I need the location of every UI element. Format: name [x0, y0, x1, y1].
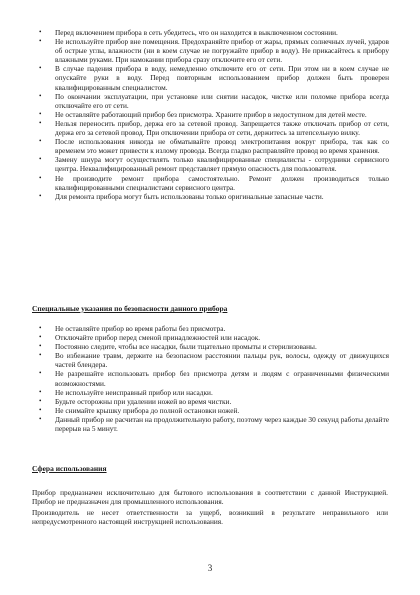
list-item: • После использования никогда не обматывайте провод электропитания вокруг прибора, так как со временем это может привести к излому провода. Всегда гладко расправляйте провод во время хранения. [39, 137, 389, 156]
list-item: • Не разрешайте использовать прибор без присмотра детям и людям с ограниченными физическими возможностями. [39, 369, 389, 388]
bullet-icon: • [39, 414, 42, 423]
bullet-icon: • [39, 28, 42, 36]
bullet-icon: • [39, 333, 42, 342]
bullet-icon: • [39, 91, 42, 100]
list-item: • Во избежание травм, держите на безопасном расстоянии пальцы рук, волосы, одежду от движущихся частей блендера. [39, 351, 389, 370]
list-item: • Нельзя переносить прибор, держа его за сетевой провод. Запрещается также отключать прибор от сети, держа его за сетевой провод. При отключении прибора от сети, держитесь за штепсельную вилку. [39, 118, 389, 138]
list-item: • Для ремонта прибора могут быть использованы только оригинальные запасные части. [39, 191, 324, 201]
special-instructions-list [39, 324, 389, 434]
bullet-icon: • [39, 155, 42, 164]
list-item: • Не оставляйте прибор во время работы без присмотра. [39, 324, 226, 333]
list-item: • Постоянно следите, чтобы все насадки, были тщательно промыты и стерилизованы. [39, 342, 317, 352]
bullet-icon: • [39, 351, 42, 360]
bullet-icon: • [39, 137, 42, 146]
bullet-icon: • [39, 324, 42, 332]
list-item: • Не используйте неисправный прибор или насадки. [39, 387, 213, 397]
list-item: • Перед включением прибора в сеть убедитесь, что он находится в выключенном состоянии. [39, 28, 338, 37]
page-number: 3 [207, 563, 213, 573]
bullet-icon: • [39, 387, 42, 396]
list-item: • Данный прибор не расчитан на продолжительную работу, поэтому через каждые 30 секунд работы делайте перерыв на 5 минут. [39, 414, 389, 434]
safety-list [39, 28, 389, 201]
list-item: • Не оставляйте работающий прибор без присмотра. Храните прибор в недоступном для детей месте. [39, 109, 367, 119]
list-item: • Не используйте прибор вне помещения. Предохраняйте прибор от жары, прямых солнечных лучей, ударов об острые углы, влажности (ни в коем случае не погружайте прибор в воду). Не прикасайтесь к прибору влажными руками. При намокании прибора сразу отключите его от сети. [39, 37, 389, 65]
bullet-icon: • [39, 64, 42, 73]
list-item: • По окончании эксплуатации, при установке или снятии насадок, чистке или поломке прибора всегда отключайте его от сети. [39, 91, 389, 110]
bullet-icon: • [39, 342, 42, 351]
bullet-icon: • [39, 396, 42, 405]
bullet-icon: • [39, 191, 42, 200]
bullet-icon: • [39, 37, 42, 46]
list-item: • Не снимайте крышку прибора до полной остановки ножей. [39, 405, 240, 415]
list-item: • Замену шнура могут осуществлять только квалифицированные специалисты - сотрудники сервисного центра. Неквалифицированный ремонт представляет прямую опасность для пользователя. [39, 155, 389, 174]
special-instructions-heading: Специальные указания по безопасности данного прибора [32, 304, 228, 313]
liability-paragraph: Производитель не несет ответственности за ущерб, возникший в результате неправильного или непредусмотренного настоящей инструкцией использования. [32, 508, 388, 527]
list-item: • Отключайте прибор перед сменой принадлежностей или насадок. [39, 333, 261, 343]
bullet-icon: • [39, 369, 42, 378]
list-item: • Не производите ремонт прибора самостоятельно. Ремонт должен производиться только квалифицированными специалистами сервисного центра. [39, 173, 389, 192]
bullet-icon: • [39, 173, 42, 182]
bullet-icon: • [39, 118, 42, 127]
usage-heading: Сфера использования [32, 464, 107, 473]
bullet-icon: • [39, 405, 42, 414]
usage-paragraph: Прибор предназначен исключительно для бытового использования в соответствии с данной Инструкцией. Прибор не предназначен для промышленного использования. [32, 488, 388, 507]
bullet-icon: • [39, 109, 42, 118]
list-item: • Будьте осторожны при удалении ножей во время чистки. [39, 396, 232, 406]
list-item: • В случае падения прибора в воду, немедленно отключите его от сети. При этом ни в коем случае не опускайте руки в воду. Перед повторным использованием прибор должен быть проверен квалифицированным специалистом. [39, 64, 389, 92]
